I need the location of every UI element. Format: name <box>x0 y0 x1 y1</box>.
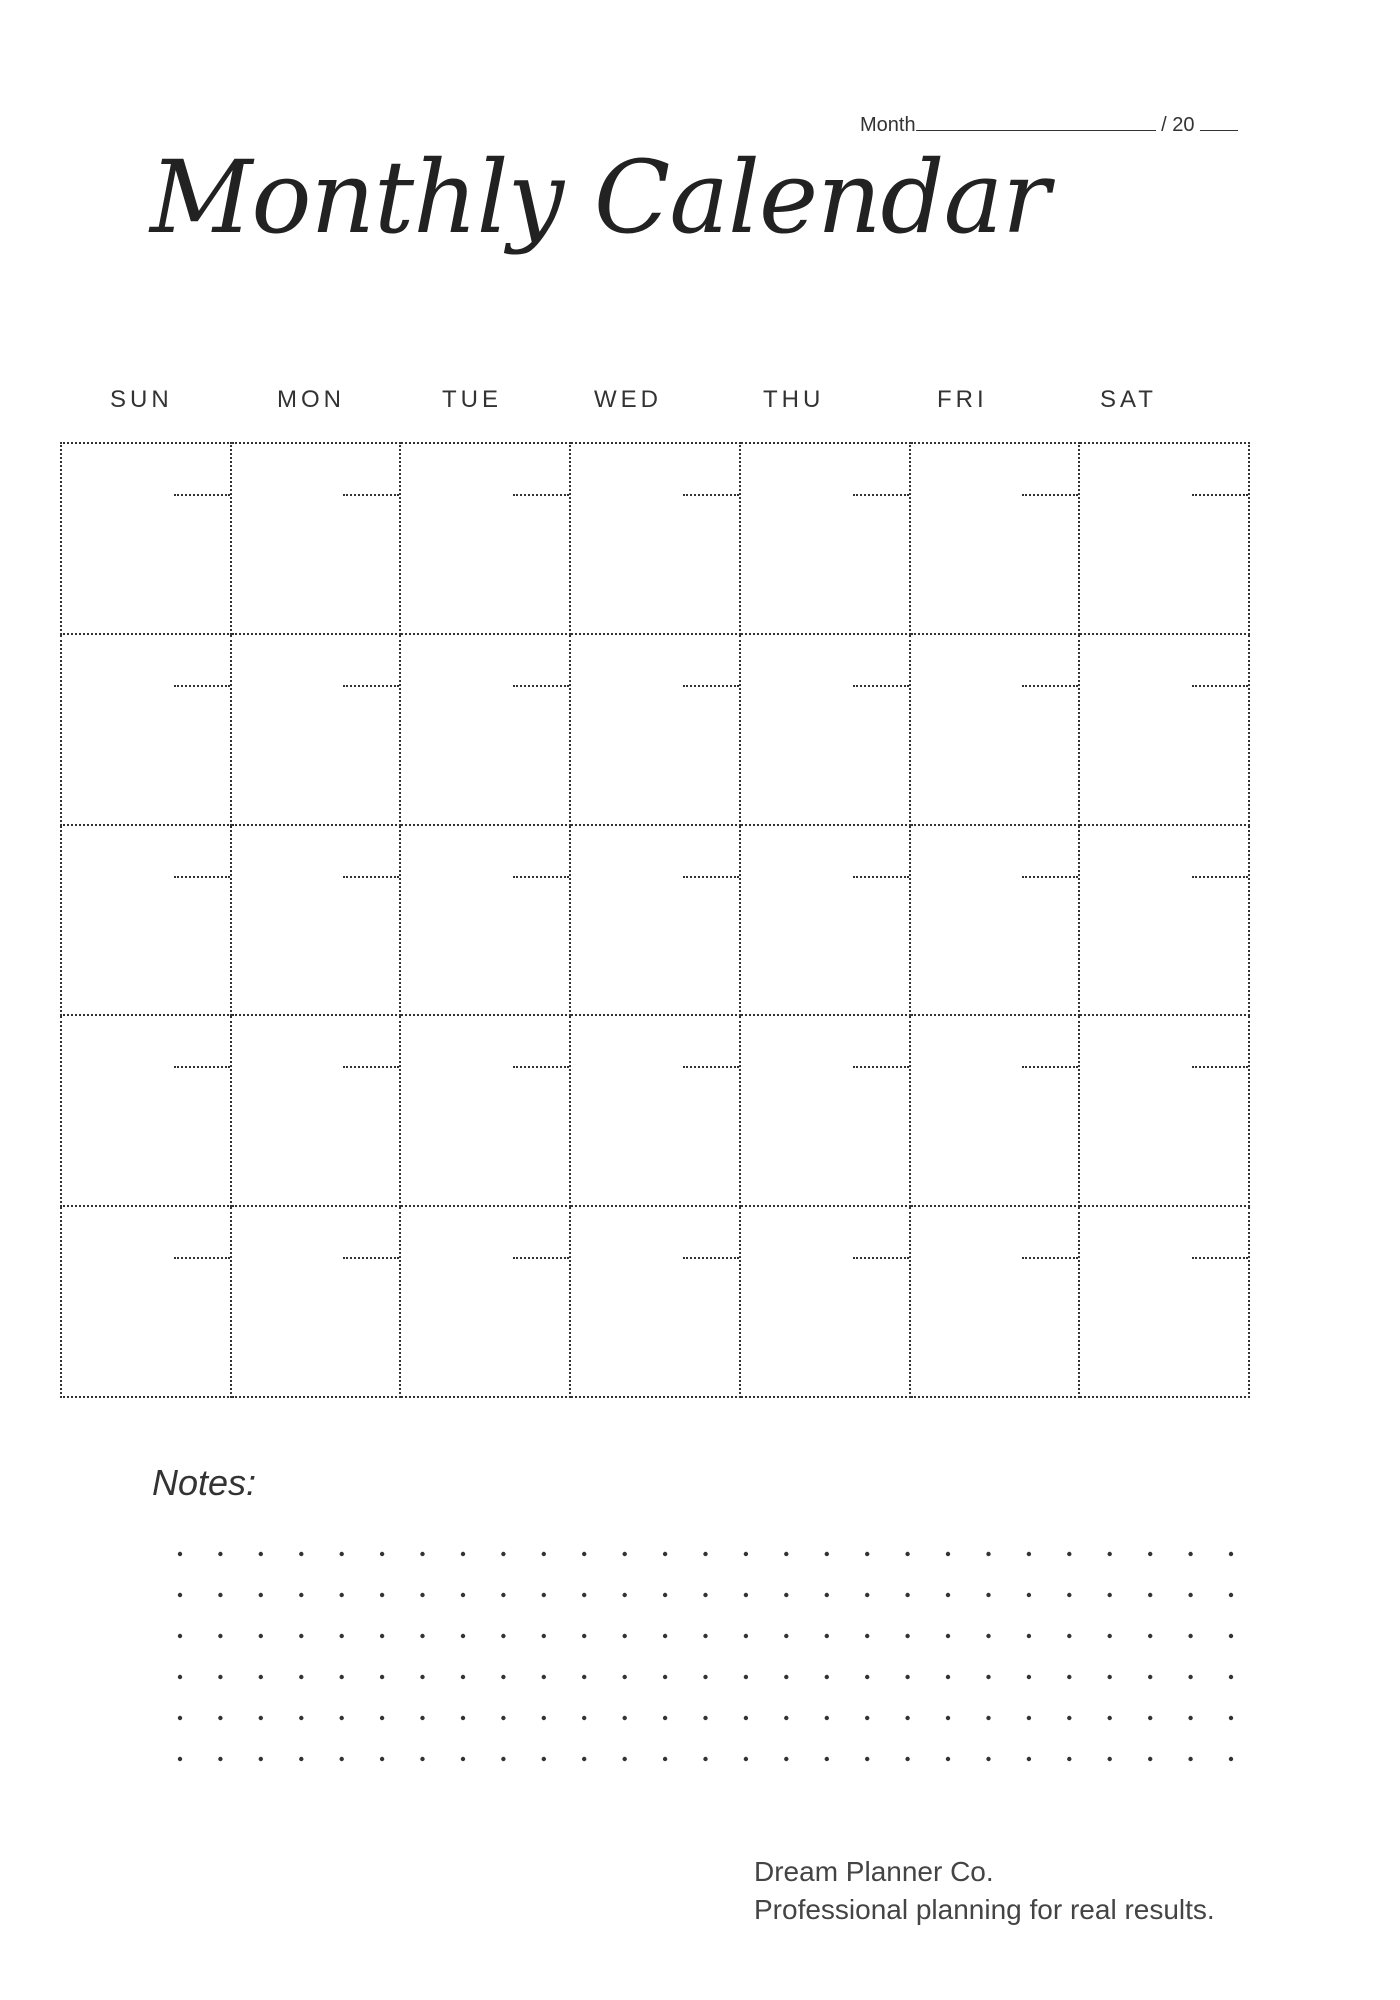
year-prefix: / 20 <box>1161 114 1195 136</box>
notes-dot <box>420 1757 424 1761</box>
notes-dot <box>986 1716 990 1720</box>
notes-dot <box>1229 1593 1233 1597</box>
notes-dot <box>259 1675 263 1679</box>
notes-dot <box>784 1552 788 1556</box>
notes-dot <box>1067 1716 1071 1720</box>
notes-dot <box>663 1675 667 1679</box>
calendar-day-cell[interactable] <box>61 1206 231 1397</box>
calendar-day-cell[interactable] <box>910 1206 1080 1397</box>
weekday-thu: THU <box>763 386 825 413</box>
date-number-line[interactable] <box>343 1257 399 1259</box>
notes-dot <box>1229 1716 1233 1720</box>
calendar-day-cell[interactable] <box>740 443 910 634</box>
notes-dot <box>380 1675 384 1679</box>
calendar-grid <box>60 442 1250 1398</box>
notes-dot <box>299 1552 303 1556</box>
date-number-line[interactable] <box>343 685 399 687</box>
calendar-week-row <box>61 634 1249 825</box>
date-number-line[interactable] <box>343 494 399 496</box>
notes-dot <box>420 1593 424 1597</box>
notes-dot <box>420 1552 424 1556</box>
date-number-line[interactable] <box>853 876 909 878</box>
notes-dot <box>1229 1552 1233 1556</box>
weekday-fri: FRI <box>937 386 988 413</box>
notes-dot <box>825 1593 829 1597</box>
notes-dot <box>623 1757 627 1761</box>
notes-dot <box>1229 1675 1233 1679</box>
calendar-day-cell[interactable] <box>910 634 1080 825</box>
notes-dot <box>663 1716 667 1720</box>
calendar-day-cell[interactable] <box>1079 825 1249 1016</box>
notes-dot <box>946 1757 950 1761</box>
notes-dot <box>784 1675 788 1679</box>
notes-dot <box>986 1757 990 1761</box>
notes-dot <box>946 1552 950 1556</box>
date-number-line[interactable] <box>853 494 909 496</box>
notes-dot <box>218 1675 222 1679</box>
weekday-sat: SAT <box>1100 386 1157 413</box>
notes-dot <box>825 1757 829 1761</box>
notes-dot <box>1148 1716 1152 1720</box>
calendar-day-cell[interactable] <box>231 1206 401 1397</box>
month-label: Month <box>860 114 916 136</box>
date-number-line[interactable] <box>513 685 569 687</box>
notes-dot <box>744 1716 748 1720</box>
notes-dot <box>1067 1634 1071 1638</box>
month-year-field <box>860 114 1238 137</box>
date-number-line[interactable] <box>683 1066 739 1068</box>
notes-dot <box>744 1634 748 1638</box>
calendar-day-cell[interactable] <box>570 1015 740 1206</box>
notes-dot <box>380 1634 384 1638</box>
notes-dot <box>299 1675 303 1679</box>
notes-dot <box>461 1634 465 1638</box>
notes-label: Notes: <box>152 1462 257 1503</box>
date-number-line[interactable] <box>513 1066 569 1068</box>
brand-tagline: Professional planning for real results. <box>754 1894 1215 1925</box>
date-number-line[interactable] <box>1192 494 1248 496</box>
notes-dot <box>542 1552 546 1556</box>
notes-dot <box>1188 1716 1192 1720</box>
weekday-wed: WED <box>594 386 662 413</box>
notes-dot <box>218 1593 222 1597</box>
notes-dot <box>420 1716 424 1720</box>
calendar-day-cell[interactable] <box>231 825 401 1016</box>
date-number-line[interactable] <box>853 1066 909 1068</box>
notes-dot <box>663 1757 667 1761</box>
notes-dot <box>905 1634 909 1638</box>
date-number-line[interactable] <box>1192 876 1248 878</box>
notes-dot <box>1148 1593 1152 1597</box>
notes-dot <box>1108 1757 1112 1761</box>
notes-dot <box>744 1593 748 1597</box>
calendar-day-cell[interactable] <box>61 443 231 634</box>
notes-dot <box>905 1716 909 1720</box>
notes-dot <box>461 1757 465 1761</box>
notes-dot <box>865 1593 869 1597</box>
notes-dot <box>461 1716 465 1720</box>
notes-dot <box>1148 1634 1152 1638</box>
notes-dot <box>865 1675 869 1679</box>
notes-dot <box>1027 1716 1031 1720</box>
notes-dot <box>340 1552 344 1556</box>
notes-dot <box>825 1675 829 1679</box>
notes-dot <box>178 1552 182 1556</box>
notes-dot <box>340 1757 344 1761</box>
notes-dot <box>461 1675 465 1679</box>
calendar-day-cell[interactable] <box>570 1206 740 1397</box>
date-number-line[interactable] <box>1022 494 1078 496</box>
notes-dot <box>1188 1757 1192 1761</box>
date-number-line[interactable] <box>853 685 909 687</box>
date-number-line[interactable] <box>513 494 569 496</box>
notes-dot <box>865 1757 869 1761</box>
notes-dot <box>1067 1593 1071 1597</box>
date-number-line[interactable] <box>513 1257 569 1259</box>
notes-dot <box>582 1757 586 1761</box>
notes-dot <box>663 1634 667 1638</box>
notes-dot <box>1188 1552 1192 1556</box>
notes-dot <box>663 1552 667 1556</box>
calendar-day-cell[interactable] <box>61 825 231 1016</box>
notes-dot <box>663 1593 667 1597</box>
notes-dot <box>501 1593 505 1597</box>
notes-dot <box>178 1716 182 1720</box>
notes-dot <box>1229 1634 1233 1638</box>
date-number-line[interactable] <box>343 876 399 878</box>
date-number-line[interactable] <box>1022 1066 1078 1068</box>
notes-dot <box>218 1634 222 1638</box>
notes-dot <box>784 1634 788 1638</box>
notes-dot <box>380 1593 384 1597</box>
notes-dot <box>259 1716 263 1720</box>
calendar-day-cell[interactable] <box>400 825 570 1016</box>
notes-dot <box>703 1593 707 1597</box>
notes-dot <box>461 1552 465 1556</box>
calendar-week-row <box>61 1206 1249 1397</box>
date-number-line[interactable] <box>1192 1066 1248 1068</box>
notes-dot <box>744 1757 748 1761</box>
notes-dot <box>1067 1757 1071 1761</box>
notes-dot <box>1027 1634 1031 1638</box>
calendar-day-cell[interactable] <box>740 1015 910 1206</box>
notes-dot <box>623 1552 627 1556</box>
notes-dot <box>178 1757 182 1761</box>
notes-dot <box>1108 1593 1112 1597</box>
notes-dot <box>1108 1716 1112 1720</box>
notes-dot <box>1148 1552 1152 1556</box>
notes-dot <box>986 1552 990 1556</box>
notes-dot <box>825 1634 829 1638</box>
notes-dot <box>340 1593 344 1597</box>
notes-dot <box>501 1675 505 1679</box>
notes-dot <box>703 1716 707 1720</box>
notes-dot <box>1027 1552 1031 1556</box>
date-number-line[interactable] <box>1022 1257 1078 1259</box>
calendar-week-row <box>61 825 1249 1016</box>
date-number-line[interactable] <box>174 494 230 496</box>
notes-dot <box>380 1552 384 1556</box>
weekday-mon: MON <box>277 386 345 413</box>
calendar-day-cell[interactable] <box>231 443 401 634</box>
notes-dot <box>703 1552 707 1556</box>
date-number-line[interactable] <box>1192 685 1248 687</box>
date-number-line[interactable] <box>683 685 739 687</box>
calendar-week-row <box>61 1015 1249 1206</box>
date-number-line[interactable] <box>1022 685 1078 687</box>
calendar-day-cell[interactable] <box>570 634 740 825</box>
notes-dot <box>784 1593 788 1597</box>
notes-dot <box>1108 1675 1112 1679</box>
month-blank-line[interactable] <box>916 126 1156 131</box>
notes-dot <box>299 1757 303 1761</box>
calendar-day-cell[interactable] <box>400 1015 570 1206</box>
notes-dot <box>501 1757 505 1761</box>
notes-dot <box>1188 1675 1192 1679</box>
notes-dot <box>461 1593 465 1597</box>
date-number-line[interactable] <box>174 1257 230 1259</box>
notes-dot <box>420 1634 424 1638</box>
calendar-day-cell[interactable] <box>740 634 910 825</box>
notes-dot <box>259 1634 263 1638</box>
calendar-day-cell[interactable] <box>1079 443 1249 634</box>
notes-dot <box>178 1675 182 1679</box>
notes-dot <box>1067 1675 1071 1679</box>
calendar-day-cell[interactable] <box>61 1015 231 1206</box>
notes-dot <box>1188 1593 1192 1597</box>
date-number-line[interactable] <box>513 876 569 878</box>
notes-dot <box>1148 1757 1152 1761</box>
notes-dot <box>703 1675 707 1679</box>
notes-dot <box>986 1593 990 1597</box>
notes-dot <box>905 1593 909 1597</box>
notes-dot <box>784 1716 788 1720</box>
notes-dot <box>380 1757 384 1761</box>
calendar-day-cell[interactable] <box>910 825 1080 1016</box>
notes-dot <box>501 1716 505 1720</box>
notes-dot <box>178 1593 182 1597</box>
calendar-day-cell[interactable] <box>400 634 570 825</box>
notes-dot <box>582 1675 586 1679</box>
notes-dot <box>542 1675 546 1679</box>
notes-dot <box>340 1716 344 1720</box>
notes-dot <box>703 1634 707 1638</box>
notes-dot <box>582 1634 586 1638</box>
date-number-line[interactable] <box>1022 876 1078 878</box>
notes-dot <box>582 1552 586 1556</box>
date-number-line[interactable] <box>853 1257 909 1259</box>
date-number-line[interactable] <box>683 1257 739 1259</box>
notes-dot <box>784 1757 788 1761</box>
notes-dot <box>946 1634 950 1638</box>
calendar-day-cell[interactable] <box>400 1206 570 1397</box>
notes-dot <box>623 1675 627 1679</box>
calendar-day-cell[interactable] <box>231 1015 401 1206</box>
notes-dot <box>946 1593 950 1597</box>
date-number-line[interactable] <box>343 1066 399 1068</box>
brand-name: Dream Planner Co. <box>754 1856 994 1887</box>
notes-dot <box>905 1757 909 1761</box>
notes-dot <box>744 1552 748 1556</box>
date-number-line[interactable] <box>174 1066 230 1068</box>
notes-dot <box>299 1634 303 1638</box>
date-number-line[interactable] <box>174 685 230 687</box>
notes-dot <box>218 1716 222 1720</box>
notes-dot <box>865 1552 869 1556</box>
notes-dot <box>946 1716 950 1720</box>
notes-dot <box>825 1552 829 1556</box>
notes-dot <box>1027 1757 1031 1761</box>
calendar-day-cell[interactable] <box>910 1015 1080 1206</box>
notes-dot <box>986 1675 990 1679</box>
notes-dot <box>259 1552 263 1556</box>
notes-dot <box>905 1552 909 1556</box>
calendar-day-cell[interactable] <box>231 634 401 825</box>
notes-dot <box>259 1593 263 1597</box>
notes-dot <box>905 1675 909 1679</box>
calendar-week-row <box>61 443 1249 634</box>
notes-dot <box>825 1716 829 1720</box>
weekday-tue: TUE <box>442 386 502 413</box>
notes-dot <box>1108 1634 1112 1638</box>
notes-dot <box>623 1634 627 1638</box>
notes-dot <box>299 1593 303 1597</box>
notes-dot <box>299 1716 303 1720</box>
calendar-day-cell[interactable] <box>740 1206 910 1397</box>
notes-dot <box>1148 1675 1152 1679</box>
notes-dot <box>340 1634 344 1638</box>
notes-dot <box>744 1675 748 1679</box>
notes-dot <box>259 1757 263 1761</box>
notes-dot <box>1027 1593 1031 1597</box>
notes-dot <box>380 1716 384 1720</box>
weekday-header <box>60 386 1250 416</box>
notes-dot <box>703 1757 707 1761</box>
notes-dot <box>1027 1675 1031 1679</box>
calendar-day-cell[interactable] <box>740 825 910 1016</box>
date-number-line[interactable] <box>683 494 739 496</box>
calendar-day-cell[interactable] <box>570 443 740 634</box>
notes-dot <box>1188 1634 1192 1638</box>
notes-dot <box>420 1675 424 1679</box>
notes-dot <box>1067 1552 1071 1556</box>
page-title: Monthly Calendar <box>150 139 1049 256</box>
notes-dot <box>1108 1552 1112 1556</box>
calendar-day-cell[interactable] <box>910 443 1080 634</box>
notes-dot <box>865 1634 869 1638</box>
calendar-day-cell[interactable] <box>61 634 231 825</box>
notes-dot <box>542 1634 546 1638</box>
notes-dot <box>542 1716 546 1720</box>
calendar-day-cell[interactable] <box>1079 634 1249 825</box>
notes-dot <box>542 1757 546 1761</box>
notes-dot <box>501 1552 505 1556</box>
date-number-line[interactable] <box>1192 1257 1248 1259</box>
weekday-sun: SUN <box>110 386 173 413</box>
notes-dot <box>542 1593 546 1597</box>
notes-dot <box>946 1675 950 1679</box>
notes-dot <box>623 1593 627 1597</box>
notes-dot <box>178 1634 182 1638</box>
notes-dot <box>623 1716 627 1720</box>
calendar-day-cell[interactable] <box>400 443 570 634</box>
calendar-day-cell[interactable] <box>1079 1015 1249 1206</box>
calendar-day-cell[interactable] <box>570 825 740 1016</box>
notes-dot <box>986 1634 990 1638</box>
notes-dot <box>1229 1757 1233 1761</box>
notes-dot <box>582 1716 586 1720</box>
notes-dot <box>865 1716 869 1720</box>
date-number-line[interactable] <box>683 876 739 878</box>
notes-dot <box>501 1634 505 1638</box>
notes-dot <box>218 1757 222 1761</box>
notes-dot <box>218 1552 222 1556</box>
year-blank-line[interactable] <box>1200 126 1238 131</box>
date-number-line[interactable] <box>174 876 230 878</box>
notes-dot <box>340 1675 344 1679</box>
calendar-day-cell[interactable] <box>1079 1206 1249 1397</box>
notes-dot <box>582 1593 586 1597</box>
